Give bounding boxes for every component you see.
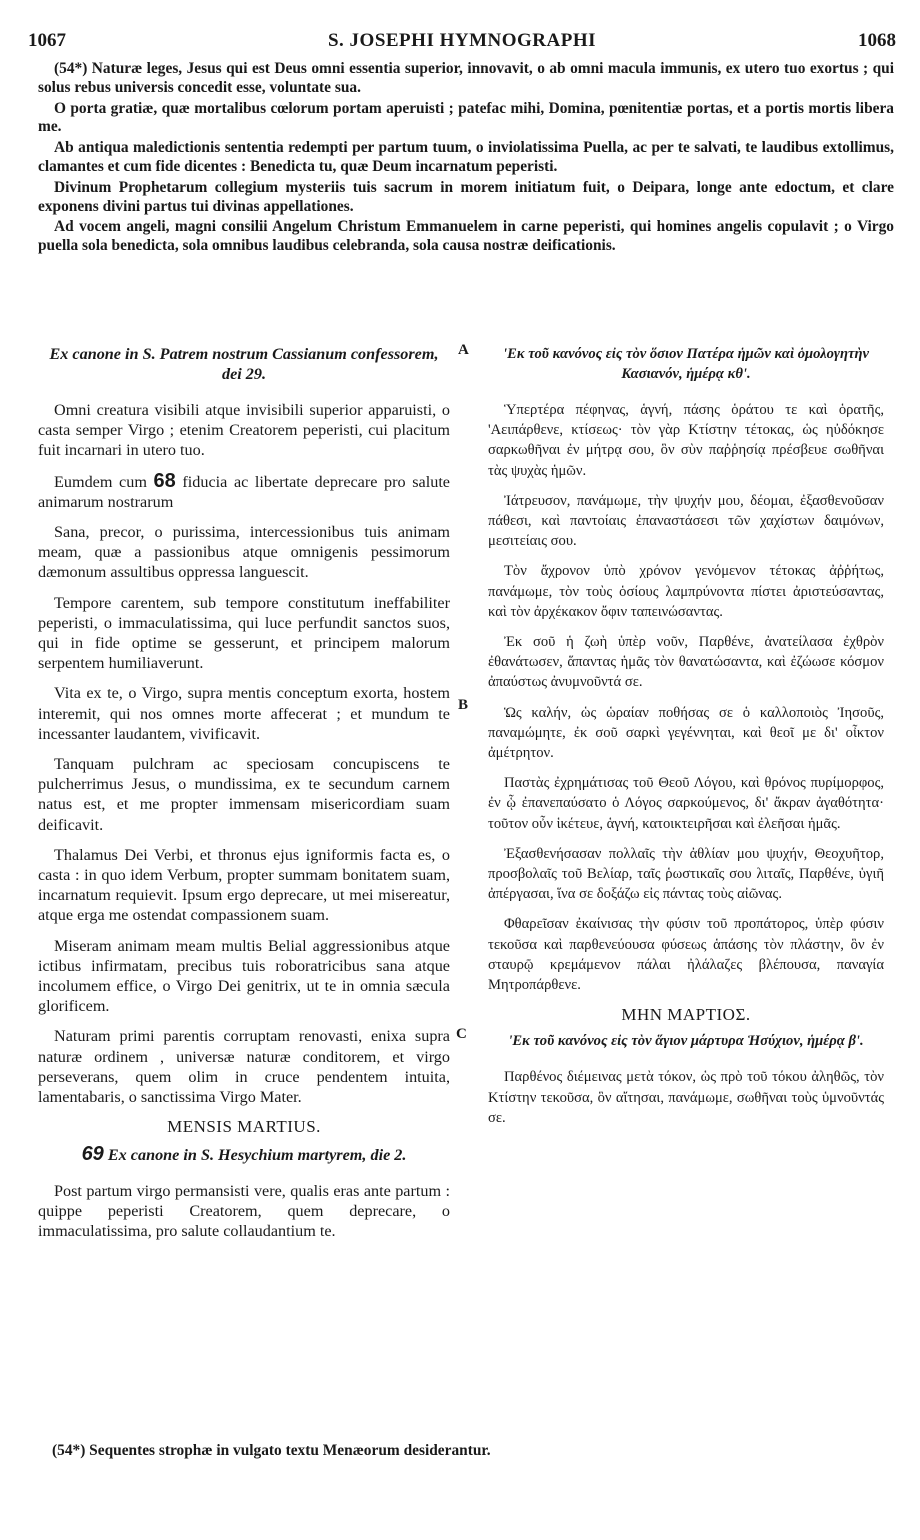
strophe: Ὑπερτέρα πέφηνας, ἁγνή, πάσης ὁράτου τε καὶ ὁρατῆς, 'Αειπάρθενε, κτίσεως· τὸν γὰρ Κτίστην τέτοκας, ὡς ηὐδόκησε σαρκωθῆναι ἐν μήτρᾳ σου, ὃν σὺν παῤῥησίᾳ πρέσβευε σωθῆναι τὰς ψυχὰς ἡμῶν. [488,402,884,479]
strophe: Naturam primi parentis corruptam renovasti, enixa supra naturæ ordinem , universæ naturæ conditorem, et virgo perseverans, quem olim in cruce pendentem intuita, lamentabaris, o sanctissima Virgo Mater. [38,1027,450,1107]
strophe: Ὡς καλήν, ὡς ὡραίαν ποθήσας σε ὁ καλλοποιὸς Ἰησοῦς, παναμώμητε, ἐκ σοῦ σαρκὶ γεγέννηται, καὶ θεοῖ με δι' οἶκτον ἀμέτρητον. [488,704,884,762]
section-heading: 'Εκ τοῦ κανόνος εἰς τὸν ἅγιον μάρτυρα Ἡσύχιον, ἡμέρᾳ β'. [508,1033,864,1050]
column-number: 68 [153,469,176,492]
margin-letter-b: B [458,697,469,713]
strophe: Τὸν ἄχρονον ὑπὸ χρόνον γενόμενον τέτοκας ἀῤῥήτως, πανάμωμε, τὸν τοὺς ὁσίους λαμπρύνοντα πίστει ἀριστεύσαντας, καὶ τὸν ἀρχέκακον ὄφιν ταπεινώσαντας. [488,563,884,620]
page-number-right: 1068 [858,30,896,51]
paragraph: Ad vocem angeli, magni consilii Angelum Christum Emmanuelem in carne peperisti, qui homines angelis copulavit ; o Virgo puella sola benedicta, sola omnibus laudibus celebranda, sola causa nostræ deificationis. [38,218,894,255]
page-number-left: 1067 [28,30,66,51]
month-heading: ΜΗΝ ΜΑΡΤΙΟΣ. [621,1005,751,1025]
month-heading: MENSIS MARTIUS. [167,1117,321,1137]
strophe-text: fiducia ac libertate deprecare pro salute animarum nostrarum [38,472,450,511]
paragraph: (54*) Naturæ leges, Jesus qui est Deus omni essentia superior, innovavit, o ab omni macula immunis, ex utero tuo exortus ; qui solus rebus universis concedit esse, voluntate sua. [38,60,894,96]
strophe: Φθαρεῖσαν ἐκαίνισας τὴν φύσιν τοῦ προπάτορος, ὑπὲρ φύσιν τεκοῦσα καὶ παρθενεύουσα φύσεως ἁπάσης τὸν πλάστην, ὃν ἐν σταυρῷ κρεμάμενον πάλαι ἠλάλαζες βλέπουσα, παναγία Μητροπάρθενε. [488,916,884,994]
footnote: (54*) Sequentes strophæ in vulgato textu Menæorum desiderantur. [52,1442,491,1459]
paragraph: O porta gratiæ, quæ mortalibus cœlorum portam aperuisti ; patefac mihi, Domina, pœnitentiæ portas, et a portis mortis libera me. [38,99,894,136]
strophe-text: Eumdem cum [54,472,147,491]
section-heading-text: Ex canone in S. Hesychium martyrem, die 2. [107,1145,407,1164]
column-number: 69 [81,1142,104,1165]
strophe: Παστὰς ἐχρημάτισας τοῦ Θεοῦ Λόγου, καὶ θρόνος πυρίμορφος, ἐν ᾧ ἐπανεπαύσατο ὁ Λόγος σαρκούμενος, δι' ἄκραν ἀγαθότητα· τοῦτον οὖν ἱκέτευε, ἁγνή, κατοικτειρῆσαι καὶ ἐλεῆσαι ἡμᾶς. [488,775,884,832]
margin-letter-c: C [456,1026,467,1042]
page-header [28,30,896,54]
strophe: Omni creatura visibili atque invisibili superior apparuisti, o casta semper Virgo ; etenim Creatorem peperisti, cui placitum fuit incarnari in utero tuo. [38,401,450,460]
strophe: Miseram animam meam multis Belial aggressionibus atque ictibus infirmatam, precibus tuis roboratricibus sana atque incolumem effice, o Virgo Dei genitrix, ut te in omnia sæcula glorificem. [38,936,450,1016]
paragraph: Ab antiqua maledictionis sententia redempti per partum tuum, o inviolatissima Puella, ac per te salvati, te laudibus extollimus, clamantes et cum fide dicentes : Benedicta tu, quæ Deum incarnatum peperisti. [38,139,894,175]
latin-column [38,344,450,1540]
running-title: S. JOSEPHI HYMNOGRAPHI [327,30,597,51]
strophe: Ἐκ σοῦ ἡ ζωὴ ὑπὲρ νοῦν, Παρθένε, ἀνατείλασα ἐχθρὸν ἐθανάτωσεν, ἅπαντας ἡμᾶς τὸν θανατώσαντα, καὶ ἐζώωσε κόσμον ἀπαύστως ἀνυμνοῦντά σε. [488,634,884,691]
strophe [38,471,450,512]
strophe: Ἐξασθενήσασαν πολλαῖς τὴν ἀθλίαν μου ψυχήν, Θεοχυῆτορ, προσβολαῖς τοῦ Βελίαρ, ταῖς ῥωστικαῖς σου λιταῖς, Παρθένε, ὑγιῆ ἀπέργασαι, ἵνα σε δοξάζω εἰς πάντας τοὺς αἰῶνας. [488,845,884,903]
strophe: Sana, precor, o purissima, intercessionibus tuis animam meam, quæ a passionibus atque omnigenis pessimorum dæmonum assultibus oppressa languescit. [38,523,450,582]
section-heading: 'Εκ τοῦ κανόνος εἰς τὸν ὅσιον Πατέρα ἡμῶν καὶ ὁμολογητὴν Κασιανόν, ἡμέρᾳ κθ'. [503,346,869,382]
strophe: Tanquam pulchram ac speciosam concupiscens te pulcherrimus Jesus, o mundissima, ex te secundum carnem natus est, et me propter immensam misericordiam suam deificavit. [38,755,450,834]
section-heading [38,1144,450,1165]
strophe: Post partum virgo permansisti vere, qualis eras ante partum : quippe peperisti Creatorem, quem deprecare, o immaculatissima, pro salute collaudantium te. [38,1181,450,1240]
greek-column [488,344,884,1540]
top-latin-block [38,60,894,258]
paragraph: Divinum Prophetarum collegium mysteriis tuis sacrum in morem initiatum fuit, o Deipara, longe ante edoctum, et clare exponens divini partus tui divinas appellationes. [38,178,894,215]
strophe: Tempore carentem, sub tempore constitutum ineffabiliter peperisti, o immaculatissima, qui luce perfundit sanctos suos, qui in fide optime se gesserunt, et principem malorum serpentem humiliaverunt. [38,593,450,673]
section-heading: Ex canone in S. Patrem nostrum Cassianum confessorem, dei 29. [49,345,439,383]
strophe: Vita ex te, o Virgo, supra mentis conceptum exorta, hostem interemit, qui nos omnes morte affecerat ; et mundum te incessanter laudantem, vivificavit. [38,684,450,743]
strophe: Παρθένος διέμεινας μετὰ τόκον, ὡς πρὸ τοῦ τόκου ἀληθῶς, τὸν Κτίστην τεκοῦσα, ὃν αἴτησαι, πανάμωμε, σωθῆναι τοὺς ὑμνοῦντάς σε. [488,1069,884,1126]
strophe: Thalamus Dei Verbi, et thronus ejus igniformis facta es, o casta : in quo idem Verbum, propter summam bonitatem suam, incarnatum requievit. Ipsum ergo deprecare, ut mei misereatur, atque erga me ostendat compassionem suam. [38,845,450,925]
strophe: Ἰάτρευσον, πανάμωμε, τὴν ψυχήν μου, δέομαι, ἐξασθενοῦσαν πάθεσι, καὶ παντοίαις ἐπαναστάσεσι τῶν χαχίστων δαιμόνων, μεσιτείαις σου. [488,492,884,550]
margin-letter-a: A [458,342,469,358]
